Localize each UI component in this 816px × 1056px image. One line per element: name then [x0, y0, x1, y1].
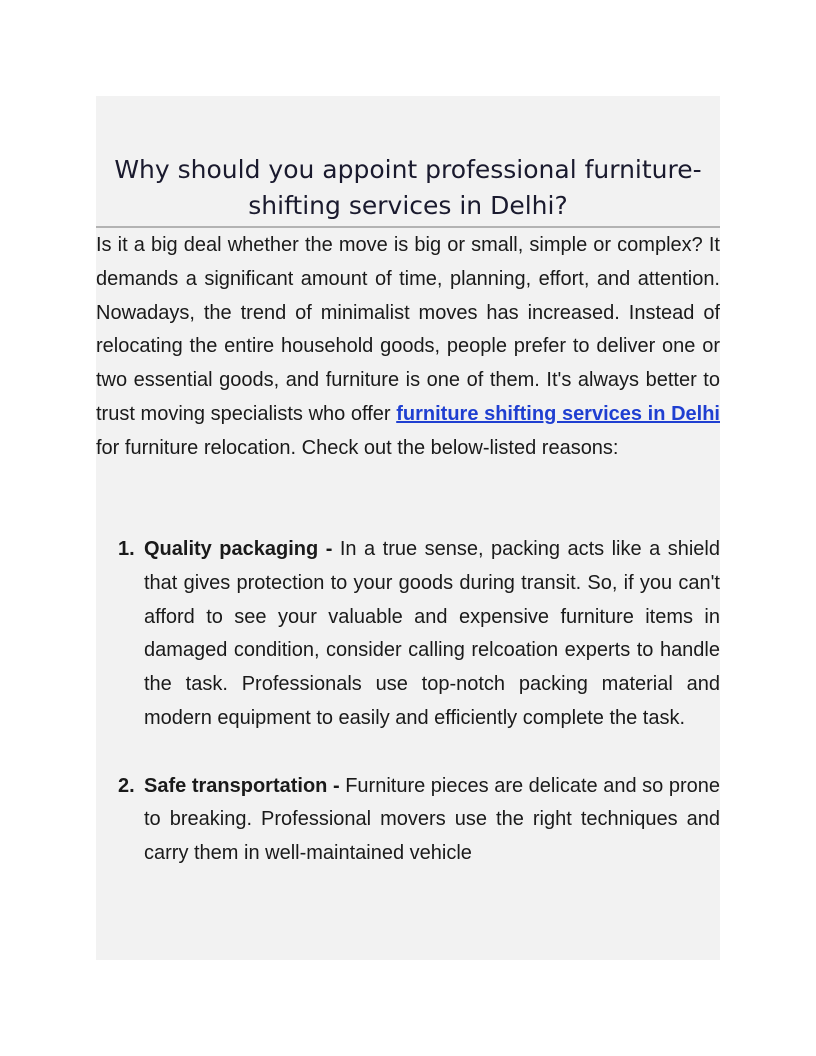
list-item-body: Furniture pieces are delicate and so prone to breaking. Professional movers use the right techniques and carry them in well-maintained vehicle — [144, 774, 720, 865]
list-item-title: Quality packaging - — [144, 538, 333, 560]
list-item — [96, 533, 720, 736]
reasons-list — [96, 533, 720, 905]
list-item-title: Safe transportation - — [144, 774, 340, 797]
intro-paragraph — [96, 229, 720, 466]
list-item-number: 2. — [118, 774, 135, 797]
furniture-shifting-services-link[interactable]: furniture shifting services in Delhi — [396, 402, 720, 425]
document-page — [96, 96, 720, 960]
intro-text-after-link: for furniture relocation. Check out the below-listed reasons: — [96, 436, 619, 459]
list-item — [96, 770, 720, 871]
intro-text-before-link: Is it a big deal whether the move is big or small, simple or complex? It demands a significant amount of time, planning, effort, and attention. Nowadays, the trend of minimalist moves has increased. Instead of relocating the entire household goods, people prefer to deliver one or two essential goods, and furniture is one of them. It's always better to trust moving specialists who offer — [96, 234, 720, 425]
list-item-number: 1. — [118, 538, 135, 560]
document-title: Why should you appoint professional furniture-shifting services in Delhi? — [114, 155, 702, 220]
list-item-body: In a true sense, packing acts like a shield that gives protection to your goods during transit. So, if you can't afford to see your valuable and expensive furniture items in damaged condition, consider calling relcoation experts to handle the task. Professionals use top-notch packing material and modern equipment to easily and efficiently complete the task. — [144, 538, 720, 729]
title-divider — [96, 226, 720, 228]
